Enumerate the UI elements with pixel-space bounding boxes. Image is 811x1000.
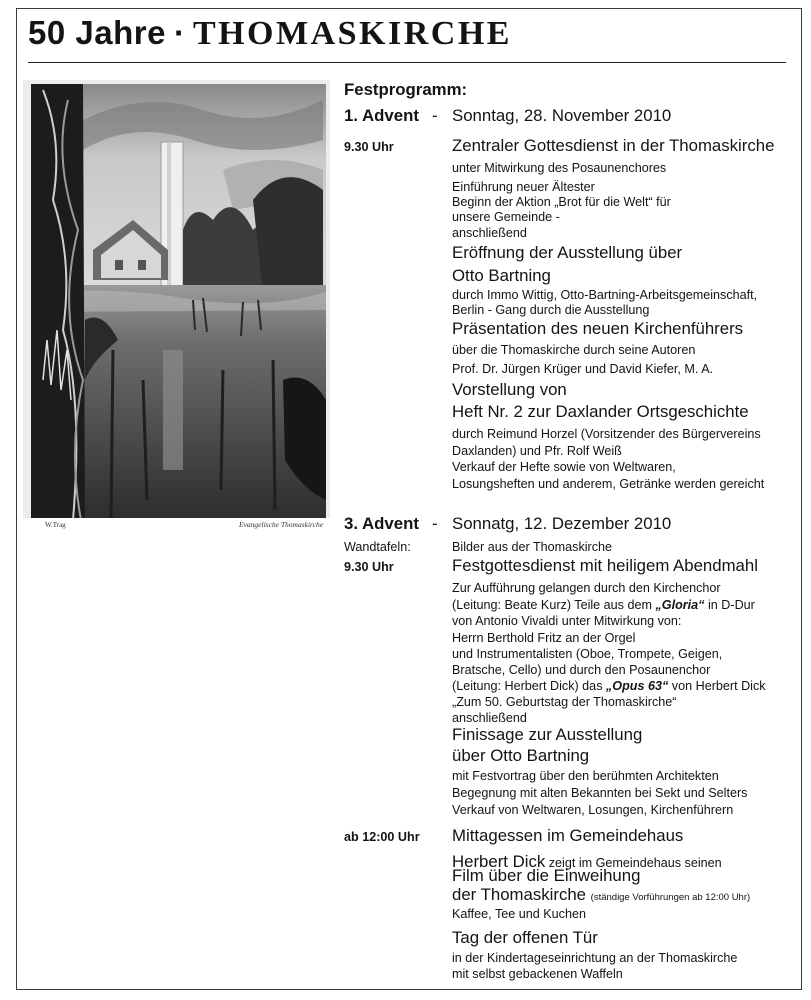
film-title-2: der Thomaskirche xyxy=(452,885,586,904)
church-painting xyxy=(23,80,330,530)
booklet-line: durch Reimund Horzel (Vorsitzender des Bürgervereins xyxy=(452,427,761,441)
guide-line: über die Thomaskirche durch seine Autoren xyxy=(452,343,696,357)
advent1-line: anschließend xyxy=(452,226,527,240)
painting-caption: Evangelische Thomaskirche xyxy=(239,520,324,529)
film-author: Herbert Dick xyxy=(452,852,546,871)
desc-text: (Leitung: Herbert Dick) das xyxy=(452,679,606,693)
title-separator: · xyxy=(173,14,185,51)
advent1-line: Beginn der Aktion „Brot für die Welt“ für xyxy=(452,195,671,209)
finissage-line: Begegnung mit alten Bekannten bei Sekt und Selters xyxy=(452,786,748,800)
advent1-label: 1. Advent xyxy=(344,106,419,125)
film-title-2-line xyxy=(452,885,750,908)
finissage-title-2: über Otto Bartning xyxy=(452,746,590,765)
desc-text: (Leitung: Beate Kurz) Teile aus dem xyxy=(452,598,656,612)
page-title xyxy=(28,14,512,54)
advent1-line: unsere Gemeinde - xyxy=(452,210,560,224)
finissage-line: mit Festvortrag über den berühmten Architekten xyxy=(452,769,719,783)
advent3-desc: Bratsche, Cello) und durch den Posaunenchor xyxy=(452,663,711,677)
booklet-line: Verkauf der Hefte sowie von Weltwaren, xyxy=(452,460,676,474)
exhibit-title-1: Eröffnung der Ausstellung über xyxy=(452,243,683,262)
gloria-title: „Gloria“ xyxy=(655,598,705,612)
advent3-label: 3. Advent xyxy=(344,514,419,533)
desc-text: in D-Dur xyxy=(704,598,755,612)
open-day-line: in der Kindertageseinrichtung an der Thomaskirche xyxy=(452,951,738,965)
wall-text: Bilder aus der Thomaskirche xyxy=(452,540,613,554)
film-title-1: Film über die Einweihung xyxy=(452,866,641,885)
exhibit-line: Berlin - Gang durch die Ausstellung xyxy=(452,303,650,317)
open-day-title: Tag der offenen Tür xyxy=(452,928,598,947)
advent3-desc xyxy=(452,597,755,613)
title-church: THOMASKIRCHE xyxy=(192,15,512,52)
film-note: (ständige Vorführungen ab 12:00 Uhr) xyxy=(590,892,751,903)
open-day-line: mit selbst gebackenen Waffeln xyxy=(452,967,623,981)
advent3-desc xyxy=(452,678,766,694)
booklet-line: Losungsheften und anderem, Getränke werden gereicht xyxy=(452,477,765,491)
advent3-dash: - xyxy=(432,514,438,533)
wall-label: Wandtafeln: xyxy=(344,540,411,554)
advent3-desc: Herrn Berthold Fritz an der Orgel xyxy=(452,631,636,645)
booklet-title-1: Vorstellung von xyxy=(452,380,567,399)
exhibit-title-2: Otto Bartning xyxy=(452,266,551,285)
finissage-title-1: Finissage zur Ausstellung xyxy=(452,725,643,744)
film-text: zeigt im Gemeindehaus seinen xyxy=(545,856,722,870)
booklet-line: Daxlanden) und Pfr. Rolf Weiß xyxy=(452,444,622,458)
desc-text: von Herbert Dick xyxy=(668,679,766,693)
advent3-desc: „Zum 50. Geburtstag der Thomaskirche“ xyxy=(452,695,677,709)
finissage-line: Verkauf von Weltwaren, Losungen, Kirchenführern xyxy=(452,803,734,817)
advent3-desc: von Antonio Vivaldi unter Mitwirkung von: xyxy=(452,614,682,628)
advent1-date: Sonntag, 28. November 2010 xyxy=(452,106,672,125)
advent3-service-title: Festgottesdienst mit heiligem Abendmahl xyxy=(452,556,758,575)
booklet-title-2: Heft Nr. 2 zur Daxlander Ortsgeschichte xyxy=(452,402,749,421)
coffee-line: Kaffee, Tee und Kuchen xyxy=(452,907,586,921)
painting-signature: W.Trag xyxy=(45,521,66,529)
advent3-time: 9.30 Uhr xyxy=(344,560,394,574)
advent1-line: unter Mitwirkung des Posaunenchores xyxy=(452,161,667,175)
advent1-line: Einführung neuer Ältester xyxy=(452,180,595,194)
header-rule xyxy=(28,62,786,63)
lunch-time: ab 12:00 Uhr xyxy=(344,830,420,844)
lunch-title: Mittagessen im Gemeindehaus xyxy=(452,826,684,845)
advent1-service-title: Zentraler Gottesdienst in der Thomaskirche xyxy=(452,136,775,155)
exhibit-line: durch Immo Wittig, Otto-Bartning-Arbeitsgemeinschaft, xyxy=(452,288,758,302)
guide-title: Präsentation des neuen Kirchenführers xyxy=(452,319,744,338)
advent1-time: 9.30 Uhr xyxy=(344,140,394,154)
title-anniversary: 50 Jahre xyxy=(28,14,166,51)
program-heading: Festprogramm: xyxy=(344,80,468,99)
advent3-desc: und Instrumentalisten (Oboe, Trompete, Geigen, xyxy=(452,647,723,661)
advent3-date: Sonnatg, 12. Dezember 2010 xyxy=(452,514,672,533)
advent3-desc: Zur Aufführung gelangen durch den Kirchenchor xyxy=(452,581,721,595)
opus-title: „Opus 63“ xyxy=(606,679,669,693)
advent3-desc: anschließend xyxy=(452,711,527,725)
advent1-dash: - xyxy=(432,106,438,125)
guide-line: Prof. Dr. Jürgen Krüger und David Kiefer, M. A. xyxy=(452,362,714,376)
